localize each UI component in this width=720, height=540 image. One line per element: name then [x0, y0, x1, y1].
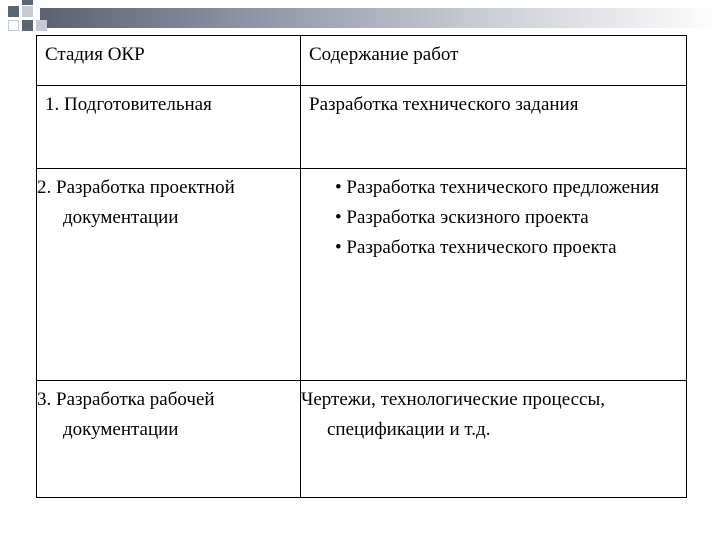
content-cell — [301, 169, 687, 381]
deco-square — [8, 6, 19, 17]
table-row — [37, 86, 687, 169]
header-gradient-bar — [40, 8, 720, 28]
stage-cell: 3. Разработка рабочей документации — [37, 381, 301, 498]
content-cell: Чертежи, технологические процессы, спецификации и т.д. — [301, 381, 687, 498]
header-cell-stage: Стадия ОКР — [37, 36, 301, 86]
stages-table — [36, 35, 687, 498]
deco-square — [8, 20, 19, 31]
header-cell-content: Содержание работ — [301, 36, 687, 86]
deco-square — [22, 0, 33, 5]
list-item: • Разработка эскизного проекта — [335, 207, 589, 228]
list-item: • Разработка технического проекта — [335, 237, 617, 258]
deco-square — [22, 20, 33, 31]
stage-cell: 2. Разработка проектной документации — [37, 169, 301, 381]
content-cell: Разработка технического задания — [301, 86, 687, 169]
table-row — [37, 169, 687, 381]
list-item: • Разработка технического предложения — [335, 177, 660, 198]
table-row — [37, 381, 687, 498]
deco-square — [22, 6, 33, 17]
table-header-row — [37, 36, 687, 86]
stage-cell: 1. Подготовительная — [37, 86, 301, 169]
deco-square — [36, 20, 47, 31]
slide-decoration — [0, 0, 720, 36]
